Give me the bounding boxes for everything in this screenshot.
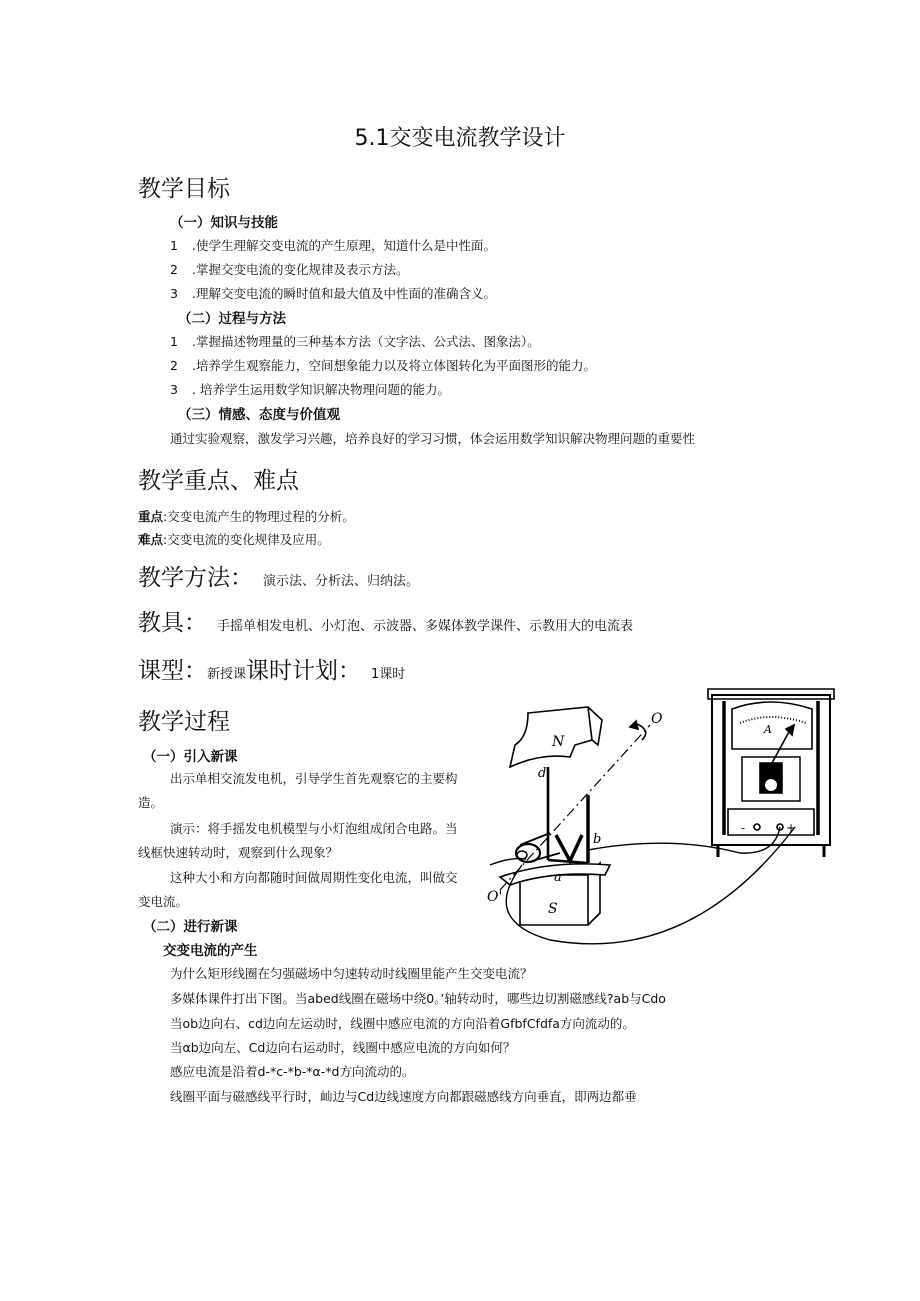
item-text: .掌握交变电流的变化规律及表示方法。 [192, 262, 409, 277]
intro-paragraph-3: 这种大小和方向都随时间做周期性变化电流，叫做交变电流。 [138, 870, 458, 909]
new-line-3: 当ob边向右、cd边向左运动时，线圈中感应电流的方向沿着GfbfCfdfa方向流动的。 [170, 1016, 635, 1031]
intro-paragraph-1: 出示单相交流发电机，引导学生首先观察它的主要构造。 [138, 771, 458, 810]
lesson-type-heading: 课型： [138, 658, 207, 684]
new-line-1: 为什么矩形线圈在匀强磁场中匀速转动时线圈里能产生交变电流？ [170, 966, 533, 981]
label-o: O [651, 711, 663, 727]
new-heading: （二）进行新课 [143, 919, 238, 935]
difficult-text: :交变电流的变化规律及应用。 [163, 532, 330, 547]
difficult-point [138, 530, 330, 548]
north-magnet [510, 707, 592, 767]
process-item-1 [170, 332, 540, 350]
emotion-heading: （三）情感、态度与价值观 [178, 407, 340, 423]
item-number: 1 [170, 334, 178, 349]
tools-heading: 教具： [138, 610, 207, 636]
knowledge-item-3 [170, 284, 496, 302]
objectives-heading: 教学目标 [138, 176, 230, 202]
label-plus: + [786, 821, 797, 835]
new-line-6: 线圈平面与磁感线平行时，屾边与Cd边线速度方向都跟磁感线方向垂直，即两边都垂 [170, 1089, 637, 1104]
tools-text: 手摇单相发电机、小灯泡、示波器、多媒体教学课件、示教用大的电流表 [217, 619, 634, 634]
difficult-label: 难点 [138, 532, 164, 547]
lesson-line [138, 652, 405, 685]
item-text: .掌握描述物理量的三种基本方法（文字法、公式法、图象法）。 [192, 334, 540, 349]
label-s: S [548, 901, 558, 917]
process-item-2 [170, 356, 596, 374]
new-line-4: 当αb边向左、Cd边向右运动时，线圈中感应电流的方向如何？ [170, 1040, 516, 1055]
new-line-2: 多媒体课件打出下图。当abed线圈在磁场中绕0。’轴转动时，哪些边切割磁感线?ab与Cdo [170, 991, 666, 1006]
methods-text: 演示法、分析法、归纳法。 [263, 574, 420, 589]
item-text: .理解交变电流的瞬时值和最大值及中性面的准确含义。 [192, 286, 496, 301]
item-text: .使学生理解交变电流的产生原理，知道什么是中性面。 [192, 238, 496, 253]
process-main-heading: 教学过程 [138, 709, 230, 735]
label-minus: - [741, 821, 746, 835]
label-n: N [552, 734, 565, 750]
knowledge-item-1 [170, 236, 496, 254]
emotion-text: 通过实验观察，激发学习兴趣，培养良好的学习习惯，体会运用数学知识解决物理问题的重要性 [170, 431, 696, 446]
process-item-3 [170, 380, 450, 398]
label-o-prime: O' [487, 889, 503, 905]
methods-heading: 教学方法： [138, 565, 253, 591]
item-number: 2 [170, 358, 178, 373]
page-title: 5.1交变电流教学设计 [354, 126, 566, 151]
item-number: 1 [170, 238, 178, 253]
knowledge-heading: （一）知识与技能 [170, 215, 278, 231]
generator-diagram [470, 685, 845, 950]
intro-paragraph-2: 演示：将手摇发电机模型与小灯泡组成闭合电路。当线框快速转动时，观察到什么现象？ [138, 821, 458, 860]
key-label: 重点 [138, 509, 164, 524]
knowledge-item-2 [170, 260, 408, 278]
item-number: 3 [170, 286, 178, 301]
new-line-5: 感应电流是沿着d-*c-*b-*α-*d方向流动的。 [170, 1064, 415, 1079]
item-text: .培养学生观察能力，空间想象能力以及将立体图转化为平面图形的能力。 [192, 358, 596, 373]
label-b: b [593, 832, 602, 847]
label-d: d [538, 766, 547, 781]
key-text: :交变电流产生的物理过程的分析。 [163, 509, 355, 524]
new-subheading: 交变电流的产生 [163, 943, 258, 959]
methods-line [138, 559, 419, 592]
item-number: 2 [170, 262, 178, 277]
item-text: . 培养学生运用数学知识解决物理问题的能力。 [192, 382, 450, 397]
keypoints-heading: 教学重点、难点 [138, 468, 299, 494]
lesson-plan-text: 1课时 [371, 667, 406, 682]
tools-line [138, 604, 633, 637]
process-heading: （二）过程与方法 [178, 311, 286, 327]
key-point [138, 507, 355, 525]
item-number: 3 [170, 382, 178, 397]
label-a: a [554, 870, 562, 885]
lesson-plan-heading: 课时计划： [246, 658, 362, 684]
intro-heading: （一）引入新课 [143, 749, 238, 765]
label-ammeter: A [764, 723, 772, 736]
lesson-type-text: 新授课 [207, 667, 247, 682]
